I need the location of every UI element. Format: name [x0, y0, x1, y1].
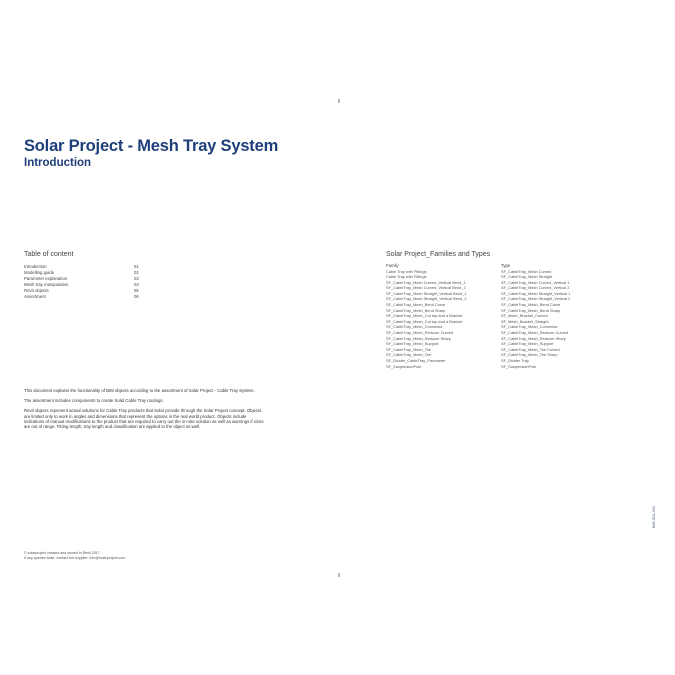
- family-column: [386, 263, 501, 369]
- family-cell: SF_CableTray_Mesh Straight_Vertical Bend_2: [386, 296, 467, 302]
- column-header-family: Family: [386, 263, 399, 268]
- intro-paragraph: This document explains the functionality of BIM objects according to the assortment of Solar Project - Cable Tray System.: [24, 388, 255, 393]
- type-cell: SF_CableTray_Mesh Curved_Vertical 1: [501, 279, 570, 285]
- family-cell: SF_CableTray_Mesh_Tee: [386, 352, 432, 358]
- family-cell: SF_CableTray_Mesh_Tee: [386, 346, 432, 352]
- type-cell: SF_CableTray_Mesh_Reducer Sharp: [501, 335, 566, 341]
- document-code: BIM-SOL-001: [652, 506, 656, 528]
- families-and-types-section: [386, 251, 616, 369]
- toc-item-label: Parameter explanation: [24, 276, 68, 281]
- footer-line: © solarproject created and owned in Revit 2017: [24, 551, 100, 555]
- family-cell: SF_CableTray_Mesh_Bend Curve: [386, 302, 446, 308]
- family-cell: SF_CableTray_Mesh_Reducer Curved: [386, 330, 454, 336]
- type-cell: SF_CableTray_Mesh_Tee Sharp: [501, 352, 558, 358]
- type-cell: SF_CableTray_Mesh_Connector: [501, 324, 558, 330]
- page-mark-top: [338, 99, 340, 103]
- type-cell: SF_CableTray_Mesh Straight_Vertical 2: [501, 296, 571, 302]
- type-cell: SF_Mesh_Bracket_Curved: [501, 313, 548, 319]
- toc-item-page: 03: [134, 276, 139, 281]
- type-cell: SF_CableTray_Mesh Straight: [501, 274, 553, 280]
- toc-item-page: 04: [134, 282, 139, 287]
- type-cell: SF_CableTray_Mesh Straight_Vertical 1: [501, 290, 571, 296]
- type-cell: SF_Divider Tray: [501, 358, 529, 363]
- families-table: [386, 263, 616, 369]
- family-cell: SF_Divider_CableTray_Parameter: [386, 358, 446, 363]
- type-cell: SF_CableTray_Mesh_Support: [501, 341, 554, 347]
- column-header-type: Type: [501, 263, 511, 268]
- toc-item-page: 06: [134, 294, 139, 299]
- type-cell: SF_SuspensionPole: [501, 363, 537, 369]
- family-cell: SF_CableTray_Mesh_Reducer Sharp: [386, 335, 451, 341]
- toc-item[interactable]: [24, 294, 144, 300]
- family-cell: SF_CableTray_Mesh_Connector: [386, 324, 443, 330]
- family-cell: SF_CableTray_Mesh Curved_Vertical Bend_1: [386, 279, 466, 285]
- families-heading: Solar Project_Families and Types: [386, 251, 491, 258]
- toc-item-label: Assortment: [24, 294, 46, 299]
- toc-item-label: Introduction: [24, 264, 47, 269]
- type-cell: SF_CableTray_Mesh_Reducer Curved: [501, 330, 569, 336]
- type-cell: SF_CableTray_Mesh Curved: [501, 268, 552, 274]
- family-cell: SF_CableTray_Mesh_Support: [386, 341, 439, 347]
- family-cell: SF_CableTray_Mesh_Bend Sharp: [386, 307, 446, 313]
- family-cell: Cable Tray with Fittings: [386, 274, 427, 280]
- family-cell: SF_CableTray_Mesh Curved_Vertical Bend_2: [386, 285, 466, 291]
- type-cell: SF_CableTray_Mesh_Bend Sharp: [501, 307, 561, 313]
- footer-line: If any queries arise, contact the supplier: info@solarproject.com: [24, 555, 126, 560]
- family-cell: SF_CableTray_Mesh_Cut top and a Bracket: [386, 313, 463, 319]
- page-mark-bottom: [338, 573, 340, 577]
- family-cell: SF_CableTray_Mesh_Cut top and a Bracket: [386, 318, 463, 324]
- intro-paragraph: The assortment includes components to create Solid Cable Tray routings.: [24, 398, 164, 404]
- family-cell: Cable Tray with Fittings: [386, 268, 427, 274]
- toc-item-page: 05: [134, 288, 139, 293]
- toc-heading: Table of content: [24, 251, 74, 258]
- page-footer: [24, 551, 184, 560]
- document-title: Solar Project - Mesh Tray System: [24, 137, 279, 155]
- introduction-text: [24, 388, 264, 434]
- type-cell: SF_Mesh_Bracket_Straight: [501, 318, 549, 324]
- table-of-contents: [24, 251, 144, 300]
- toc-item-label: Mesh tray manipulation: [24, 282, 69, 287]
- toc-item-page: 02: [134, 270, 139, 275]
- type-cell: SF_CableTray_Mesh_Tee Curved: [501, 346, 560, 352]
- type-cell: SF_CableTray_Mesh_Bend Curve: [501, 302, 561, 308]
- type-cell: SF_CableTray_Mesh Curved_Vertical 2: [501, 285, 570, 291]
- intro-paragraph: Revit objects represent actual solutions for Cable Tray products that Solar provide through the Solar Project concept. Objects are limited only to work in angles and dimensions that represent the options in the real world product. Objects include indications of manual modifications to the product that are required to carry out the on-site solution as well as warnings if sizes are out of range. Fitting length, tray length and classification are applied to the object as well.: [24, 408, 264, 430]
- toc-item-label: Revit objects: [24, 288, 49, 293]
- document-subtitle: Introduction: [24, 157, 92, 169]
- toc-item-label: Modelling guide: [24, 270, 55, 275]
- family-cell: SF_CableTray_Mesh Straight_Vertical Bend_1: [386, 290, 467, 296]
- family-cell: SF_SuspensionPole: [386, 363, 422, 369]
- type-column: [501, 263, 616, 369]
- toc-item-page: 01: [134, 264, 139, 269]
